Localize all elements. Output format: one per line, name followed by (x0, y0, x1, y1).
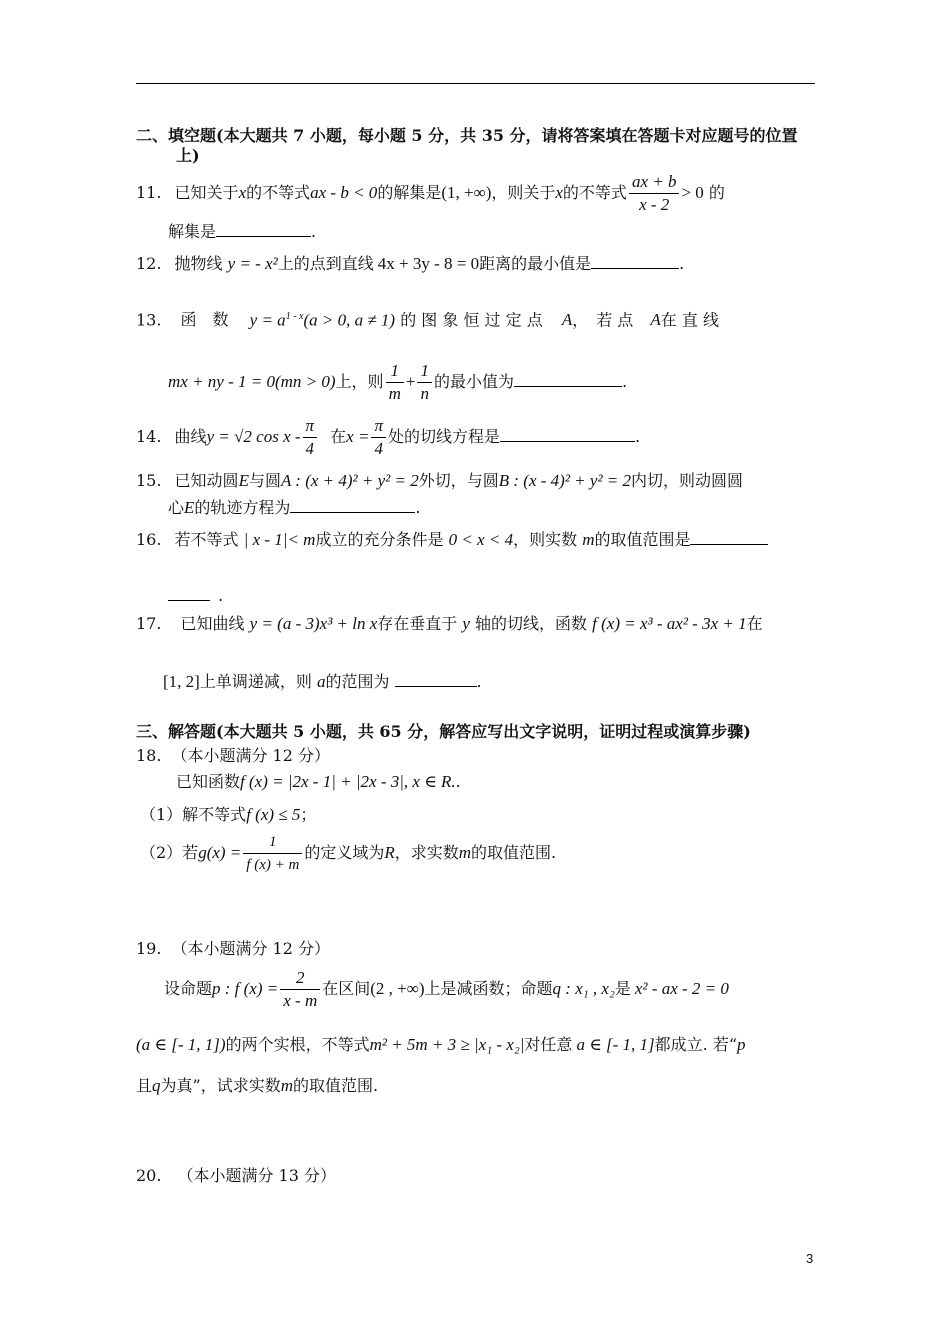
question-14: 14. 曲线y = √2 cos x - $\frac{\pi}{4}$ 在x = $\frac{\pi}{4}$ 处的切线方程是 . (136, 416, 641, 458)
question-13 (136, 307, 719, 330)
q15-circle-e-2: E (184, 498, 195, 517)
q20-number: 20. (136, 1166, 162, 1185)
q11-text-2: 的不等式 (246, 183, 311, 202)
q15-number: 15. (136, 471, 162, 490)
q14-curve: y = √2 cos x - (206, 427, 301, 446)
q13-condition: (a > 0, a ≠ 1) (303, 310, 396, 330)
q18-part-2: （2）若g(x) = $\frac{1}{f (x) + m}$ 的定义域为R，求实数m的取值范围. (140, 830, 556, 876)
q14-fraction-1: $\frac{\pi}{4}$ (303, 415, 318, 460)
q13-line-eq: mx + ny - 1 = 0(mn > 0) (168, 372, 336, 391)
q11-answer-blank[interactable] (216, 222, 311, 237)
q14-text-1: 曲线 (174, 427, 207, 446)
q12-parabola: y = - x² (227, 254, 278, 273)
section2-heading: 二、填空题(本大题共 7 小题，每小题 5 分，共 35 分，请将答案填在答题卡对应题号的位置 (136, 126, 798, 145)
q15-text-2: 与圆 (248, 471, 281, 490)
q16-inequality: | x - 1|< m (243, 530, 316, 549)
question-16 (136, 530, 768, 550)
section2-heading-cont: 上) (176, 146, 200, 165)
q17-text-3: 轴的切线，函数 (475, 614, 588, 633)
section3-heading: 三、解答题(本大题共 5 小题，共 65 分，解答应写出文字说明，证明过程或演算步骤) (136, 722, 751, 741)
q13-fraction-1: $\frac{1}{m}$ (386, 360, 404, 405)
q13-text-5: 上，则 (335, 372, 384, 391)
q17-text-6: 的范围为 (325, 672, 390, 691)
q19-number: 19. (136, 939, 162, 958)
q18-score: （本小题满分 12 分） (171, 746, 330, 765)
q14-number: 14. (136, 427, 162, 446)
q19-fraction: $\frac{2}{x - m}$ (280, 967, 320, 1012)
q14-fraction-2: $\frac{\pi}{4}$ (371, 415, 386, 460)
q15-circle-a: A : (x + 4)² + y² = 2 (280, 471, 419, 490)
q11-text-3: 的解集是 (377, 183, 442, 202)
q15-circle-b: B : (x - 4)² + y² = 2 (498, 471, 632, 490)
q16-answer-blank[interactable] (690, 530, 768, 545)
q19-a-range: (a ∈ [- 1, 1]) (136, 1035, 226, 1054)
q17-text-4: 在 (746, 614, 763, 633)
q18-fraction: $\frac{1}{f (x) + m}$ (243, 831, 302, 876)
q17-text-2: 存在垂直于 (377, 614, 458, 633)
q19-var-p: p (737, 1035, 746, 1054)
question-20 (136, 1166, 336, 1186)
q13-answer-blank[interactable] (514, 372, 622, 387)
question-17 (136, 614, 763, 634)
q15-text-1: 已知动圆 (174, 471, 239, 490)
q14-answer-blank[interactable] (500, 427, 635, 442)
q19-interval: (2 , +∞) (370, 979, 425, 998)
q19-equation: x² - ax - 2 = 0 (634, 979, 729, 998)
q18-number: 18. (136, 746, 162, 765)
q11-var-x-2: x (555, 183, 563, 202)
q13-text-1: 函 数 (180, 310, 245, 330)
q13-fraction-2: $\frac{1}{n}$ (417, 360, 432, 405)
q16-answer-blank-2[interactable] (168, 586, 210, 601)
q12-number: 12. (136, 254, 162, 273)
q11-text-1: 已知关于 (174, 183, 239, 202)
question-19 (136, 939, 330, 959)
q13-number: 13. (136, 310, 162, 330)
q11-gt-zero: > 0 (681, 183, 704, 202)
q17-interval: [1, 2] (163, 672, 200, 691)
q18-statement: 已知函数f (x) = |2x - 1| + |2x - 3|, x ∈ R.. (176, 772, 461, 791)
q11-inequality-1: ax - b < 0 (310, 183, 378, 202)
q11-fraction: $\frac{ax + b}{x - 2}$ (629, 171, 680, 216)
question-18 (136, 746, 330, 766)
q11-line-2: 解集是 . (168, 222, 317, 241)
q14-text-2: 在 (330, 427, 347, 446)
q19-line-2: (a ∈ [- 1, 1])的两个实根，不等式m² + 5m + 3 ≥ |x₁ - x₂|对任意 a ∈ [- 1, 1]都成立. 若“p (136, 1035, 746, 1054)
q15-circle-e: E (238, 471, 249, 490)
q16-text-1: 若不等式 (174, 530, 239, 549)
q18-part-1-inequality: f (x) ≤ 5 (246, 805, 301, 824)
q13-func: y = a (249, 310, 286, 330)
q16-number: 16. (136, 530, 162, 549)
q13-text-2: 的 图 象 恒 过 定 点 (400, 310, 543, 330)
q12-text-3: 距离的最小值是 (479, 254, 592, 273)
q14-x-eq: x = (346, 427, 370, 446)
q11-text-6: 的 (708, 183, 725, 202)
q18-part-2-text: 的定义域为 (304, 843, 385, 862)
q17-y-axis: y (462, 614, 470, 633)
header-rule (136, 83, 815, 84)
q18-var-m: m (458, 843, 472, 862)
q12-text-1: 抛物线 (174, 254, 223, 273)
q16-text-4: 的取值范围是 (594, 530, 691, 549)
q17-text-5: 上单调递减，则 (199, 672, 312, 691)
q18-part-2-label: （2）若 (140, 843, 199, 862)
q11-number: 11. (136, 183, 162, 202)
q19-a-range-2: a ∈ [- 1, 1] (576, 1035, 655, 1054)
q13-point-a: A (561, 310, 573, 330)
q19-var-m: m (280, 1076, 293, 1095)
q11-text-4: ，则关于 (491, 183, 556, 202)
q19-text-1: 设命题 (164, 979, 213, 998)
q12-answer-blank[interactable] (591, 254, 679, 269)
q16-text-2: 成立的充分条件是 (315, 530, 444, 549)
q11-solution-set: (1, +∞) (441, 183, 492, 202)
q15-text-4: 内切，则动圆圆 (631, 471, 744, 490)
q15-text-3: 外切，与圆 (418, 471, 499, 490)
q17-number: 17. (136, 614, 162, 633)
q17-line-2: [1, 2]上单调递减，则 a的范围为 . (163, 672, 482, 691)
q16-text-3: ，则实数 (513, 530, 578, 549)
q13-line-2: mx + ny - 1 = 0(mn > 0)上，则 $\frac{1}{m}$ + $\frac{1}{n}$ 的最小值为 . (168, 361, 628, 403)
q15-answer-blank[interactable] (290, 498, 415, 513)
q13-plus: + (405, 372, 416, 391)
q17-function: f (x) = x³ - ax² - 3x + 1 (592, 614, 747, 633)
q19-proposition-p: p : f (x) = (212, 979, 279, 998)
q16-var-m: m (582, 530, 595, 549)
page-number: 3 (806, 1251, 814, 1266)
q16-condition: 0 < x < 4 (448, 530, 514, 549)
question-11 (136, 170, 725, 216)
q19-score: （本小题满分 12 分） (171, 939, 330, 958)
q13-text-4: 在 直 线 (660, 310, 719, 330)
q13-text-6: 的最小值为 (433, 372, 514, 391)
q13-exponent: 1 - x (285, 311, 304, 322)
question-12: 12. 抛物线 y = - x²上的点到直线 4x + 3y - 8 = 0距离的最小值是 . (136, 254, 685, 273)
question-15 (136, 471, 743, 491)
q14-text-3: 处的切线方程是 (387, 427, 500, 446)
q13-point-a-2: A (650, 310, 661, 330)
q17-curve: y = (a - 3)x³ + ln x (249, 614, 378, 633)
q18-var-r: R (384, 843, 395, 862)
q12-line-eq: 4x + 3y - 8 = 0 (377, 254, 480, 273)
q18-function: f (x) = |2x - 1| + |2x - 3|, x ∈ R. (240, 772, 456, 791)
q18-text-1: 已知函数 (176, 772, 241, 791)
q12-text-2: 上的点到直线 (277, 254, 374, 273)
q17-var-a: a (316, 672, 326, 691)
q17-text-1: 已知曲线 (180, 614, 245, 633)
q19-proposition-q: q : x₁ , x₂ (552, 979, 615, 998)
q20-score: （本小题满分 13 分） (177, 1166, 336, 1185)
q19-line-3: 且q为真”，试求实数m的取值范围. (136, 1076, 379, 1095)
q18-g-func: g(x) = (198, 843, 242, 862)
q19-inequality: m² + 5m + 3 ≥ |x₁ - x₂| (369, 1035, 525, 1054)
q15-line-2: 心E的轨迹方程为 . (168, 498, 421, 517)
q13-text-3: ， 若 点 (572, 310, 634, 330)
q11-answer-prompt: 解集是 (168, 222, 217, 241)
q18-part-1: （1）解不等式f (x) ≤ 5； (140, 805, 317, 824)
q19-line-1: 设命题p : f (x) = $\frac{2}{x - m}$ 在区间(2 , +∞)上是减函数；命题q : x₁ , x₂是 x² - ax - 2 = 0 (164, 968, 729, 1010)
q17-answer-blank[interactable] (395, 672, 477, 687)
q16-line-2: . (168, 586, 223, 606)
q11-text-5: 的不等式 (562, 183, 627, 202)
q18-part-1-label: （1）解不等式 (140, 805, 247, 824)
q11-var-x: x (238, 183, 247, 202)
q19-var-q: q (152, 1076, 161, 1095)
